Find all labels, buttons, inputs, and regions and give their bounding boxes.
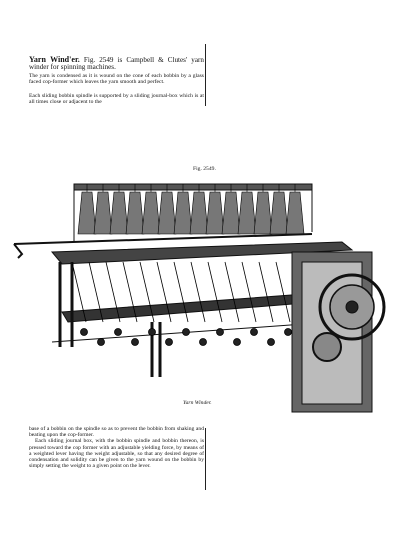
- lever-weight: [217, 329, 224, 336]
- lever-weight: [81, 329, 88, 336]
- lever-weight: [149, 329, 156, 336]
- entry-paragraph-2: The yarn is condensed as it is wound on the cone of each bobbin by a glass faced cop-former which leaves the yarn smooth and perfect.: [29, 73, 204, 86]
- weighted-lever: [259, 262, 273, 322]
- continuation-text: [29, 426, 204, 469]
- weighted-lever: [225, 262, 239, 322]
- weighted-lever: [191, 262, 205, 322]
- lever-weight: [200, 339, 207, 346]
- column-rule-bottom: [205, 428, 206, 490]
- bobbin-cone: [254, 192, 272, 234]
- lever-weight: [183, 329, 190, 336]
- bobbin-cone: [110, 192, 128, 234]
- bobbin-cone: [78, 192, 96, 234]
- lever-weight: [166, 339, 173, 346]
- lever-weight: [98, 339, 105, 346]
- bobbin-cone: [206, 192, 224, 234]
- bobbin-cone: [286, 192, 304, 234]
- bobbin-cone: [158, 192, 176, 234]
- bobbin-cone: [126, 192, 144, 234]
- figure-label: Fig. 2549.: [193, 166, 216, 172]
- intro-text: Fig. 2549 is Campbell & Clutes' yarn winder for spinning machines.: [29, 56, 204, 72]
- yarn-winder-illustration: [12, 172, 394, 418]
- weighted-lever: [242, 262, 256, 322]
- bobbin-cone: [142, 192, 160, 234]
- entry-paragraph-3: Each sliding bobbin spindle is supported by a sliding journal-box which is at all times close or adjacent to the: [29, 93, 204, 106]
- figure-caption: Yarn Winder.: [183, 400, 212, 406]
- weighted-lever: [208, 262, 222, 322]
- weighted-lever: [276, 262, 290, 322]
- entry-intro: [29, 56, 204, 72]
- lever-weight: [251, 329, 258, 336]
- headword: Yarn Wind'er.: [29, 55, 80, 64]
- lever-weight: [234, 339, 241, 346]
- lever-weight: [132, 339, 139, 346]
- continuation-paragraph-1: base of a bobbin on the spindle so as to prevent the bobbin from shaking and beating upon the cop-former.: [29, 426, 204, 439]
- lever-weight: [115, 329, 122, 336]
- continuation-paragraph-2: Each sliding journal box, with the bobbin spindle and bobbin thereon, is pressed toward the cop former with an adjustable yielding force, by means of a weighted lever having the weight adjustable, so that any desired degree of condensation and solidity can be given to the yarn wound on the bobbin by simply setting the weight to a given point on the lever.: [29, 438, 204, 470]
- lever-weight: [285, 329, 292, 336]
- lever-weight: [268, 339, 275, 346]
- bobbin-cone: [270, 192, 288, 234]
- bobbin-cone: [174, 192, 192, 234]
- bobbin-cone: [222, 192, 240, 234]
- column-rule-top: [205, 44, 206, 106]
- bobbin-cone: [190, 192, 208, 234]
- bobbin-cone: [94, 192, 112, 234]
- bobbin-cone: [238, 192, 256, 234]
